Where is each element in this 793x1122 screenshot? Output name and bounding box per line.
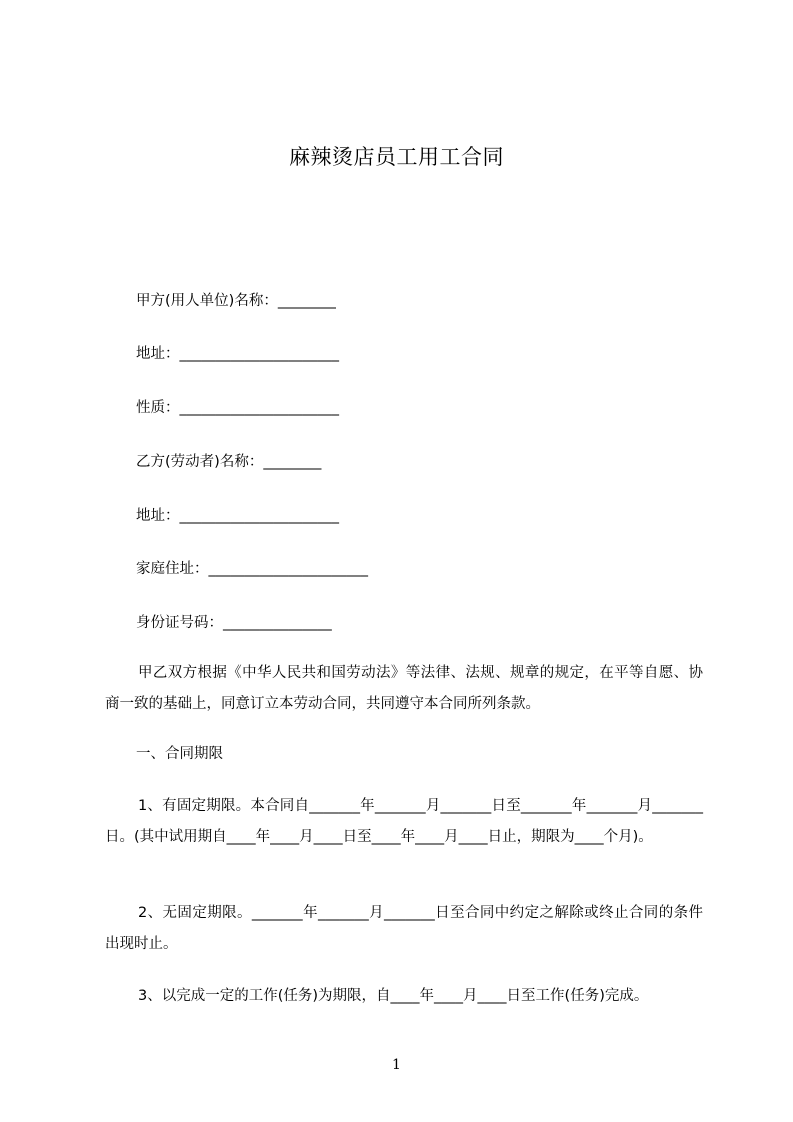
document-title: 麻辣烫店员工用工合同 [289,145,504,169]
clause-2-text: 2、无固定期限。_______年_______月_______日至合同中约定之解除或终止合同的条件出现时止。 [105,905,703,952]
party-a-name-field: 甲方(用人单位)名称：________ [136,293,336,309]
party-b-name-field: 乙方(劳动者)名称：________ [136,454,322,470]
clause-3-paragraph [105,981,703,1012]
party-a-nature-field: 性质：______________________ [136,400,339,416]
party-b-home-address-field: 家庭住址：______________________ [136,561,368,577]
preamble-text: 甲乙双方根据《中华人民共和国劳动法》等法律、法规、规章的规定，在平等自愿、协商一致的基础上，同意订立本劳动合同，共同遵守本合同所列条款。 [105,665,703,712]
clause-1-text: 1、有固定期限。本合同自_______年_______月_______日至_______年_______月_______日。(其中试用期自____年____月____日至____年____月____日止，期限为____个月)。 [105,798,703,845]
clause-1-paragraph [105,791,703,853]
page-number: 1 [392,1057,401,1073]
section-1-heading: 一、合同期限 [136,746,223,762]
party-b-id-number-field: 身份证号码：_______________ [136,615,332,631]
clause-3-text: 3、以完成一定的工作(任务)为期限，自____年____月____日至工作(任务)完成。 [138,988,649,1004]
party-a-address-field: 地址：______________________ [136,346,339,362]
clause-2-paragraph [105,898,703,960]
preamble-paragraph [105,658,703,720]
party-b-address-field: 地址：______________________ [136,508,339,524]
